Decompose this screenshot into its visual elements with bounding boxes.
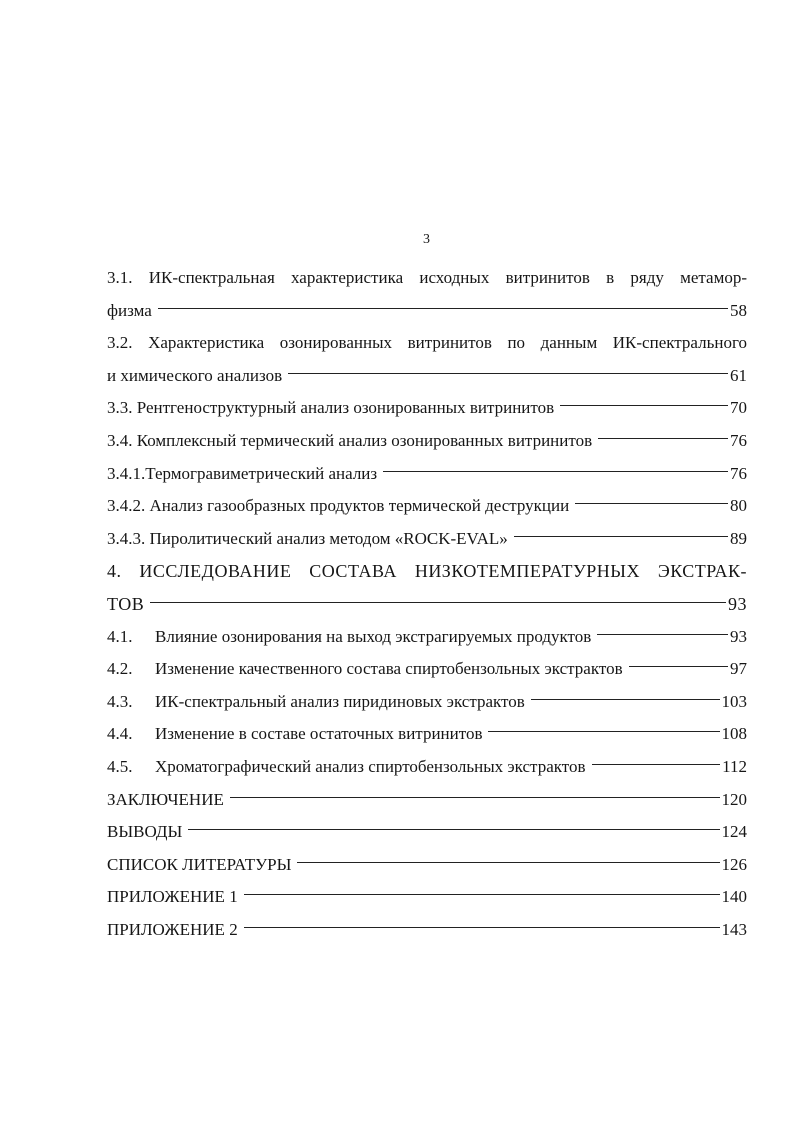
toc-entry-3-2-line1: 3.2. Характеристика озонированных витринитов по данным ИК-спектрального [107, 333, 747, 353]
toc-page-number: 70 [730, 398, 747, 418]
toc-page-number: 143 [721, 919, 747, 939]
toc-text: ЗАКЛЮЧЕНИЕ [107, 789, 224, 809]
toc-page-number: 93 [730, 626, 747, 646]
toc-section-number: 4.5. [107, 756, 133, 776]
toc-entry-4-3 [107, 686, 747, 719]
toc-page-number: 124 [721, 822, 747, 842]
toc-page-number: 103 [721, 691, 747, 711]
toc-entry-3-4-3 [107, 523, 747, 556]
toc-section-number: 4.2. [107, 659, 133, 679]
leader-line [288, 373, 728, 374]
toc-entry-3-1-line2 [107, 295, 747, 328]
toc-page-number: 76 [730, 430, 747, 450]
leader-line [383, 471, 728, 472]
toc-page-number: 108 [721, 724, 747, 744]
toc-text: 3.3. Рентгеноструктурный анализ озонированных витринитов [107, 398, 555, 418]
toc-entry-3-1-line1: 3.1. ИК-спектральная характеристика исходных витринитов в ряду метамор- [107, 268, 747, 287]
leader-line [230, 797, 720, 798]
toc-text: Влияние озонирования на выход экстрагируемых продуктов [155, 626, 592, 646]
toc-section-number: 4.3. [107, 691, 133, 711]
toc-text: ПРИЛОЖЕНИЕ 2 [107, 919, 238, 939]
toc-page-number: 61 [730, 365, 747, 385]
toc-entry-conclusion [107, 784, 747, 817]
toc-entry-references [107, 849, 747, 882]
toc-text: ТОВ [107, 593, 145, 614]
leader-line [150, 602, 726, 603]
toc-entry-findings [107, 816, 747, 849]
toc-entry-3-4 [107, 425, 747, 458]
toc-text: 3.4.3. Пиролитический анализ методом «ROCK-EVAL» [107, 528, 508, 548]
toc-entry-4-1 [107, 621, 747, 654]
toc-entry-4-5 [107, 751, 747, 784]
toc-page-number: 97 [730, 659, 747, 679]
toc-page-number: 140 [721, 887, 747, 907]
page-number: 3 [423, 232, 430, 247]
toc-text: 3.4.2. Анализ газообразных продуктов термической деструкции [107, 496, 570, 516]
leader-line [244, 894, 720, 895]
toc-entry-3-2-line2 [107, 360, 747, 393]
leader-line [597, 634, 728, 635]
toc-entry-appendix-2 [107, 914, 747, 947]
leader-line [514, 536, 728, 537]
leader-line [188, 829, 719, 830]
leader-line [244, 927, 720, 928]
toc-text: физма [107, 300, 152, 320]
leader-line [598, 438, 728, 439]
leader-line [297, 862, 719, 863]
leader-line [575, 503, 728, 504]
table-of-contents [107, 262, 747, 946]
toc-text: 3.4. Комплексный термический анализ озонированных витринитов [107, 430, 593, 450]
toc-text: 3.4.1.Термогравиметрический анализ [107, 463, 378, 483]
toc-page-number: 112 [722, 756, 747, 776]
toc-page-number: 89 [730, 528, 747, 548]
toc-text: СПИСОК ЛИТЕРАТУРЫ [107, 854, 292, 874]
toc-chapter-4-line1: 4. ИССЛЕДОВАНИЕ СОСТАВА НИЗКОТЕМПЕРАТУРНЫХ ЭКСТРАК- [107, 561, 747, 582]
leader-line [629, 666, 728, 667]
toc-text: ПРИЛОЖЕНИЕ 1 [107, 887, 238, 907]
toc-entry-3-4-2 [107, 490, 747, 523]
toc-text: Хроматографический анализ спиртобензольных экстрактов [155, 756, 586, 776]
toc-text: ВЫВОДЫ [107, 822, 183, 842]
toc-entry-4-2 [107, 653, 747, 686]
leader-line [488, 731, 719, 732]
toc-page-number: 126 [721, 854, 747, 874]
toc-page-number: 93 [728, 593, 747, 614]
toc-chapter-4-line2 [107, 588, 747, 621]
leader-line [592, 764, 721, 765]
toc-section-number: 4.4. [107, 724, 133, 744]
toc-entry-4-4 [107, 718, 747, 751]
toc-entry-3-4-1 [107, 458, 747, 491]
toc-section-number: 4.1. [107, 626, 133, 646]
toc-page-number: 80 [730, 496, 747, 516]
leader-line [158, 308, 728, 309]
toc-text: ИК-спектральный анализ пиридиновых экстрактов [155, 691, 525, 711]
toc-text: и химического анализов [107, 365, 283, 385]
leader-line [531, 699, 720, 700]
toc-entry-3-3 [107, 392, 747, 425]
toc-page-number: 58 [730, 300, 747, 320]
toc-text: Изменение в составе остаточных витринитов [155, 724, 483, 744]
toc-page-number: 76 [730, 463, 747, 483]
toc-entry-appendix-1 [107, 881, 747, 914]
toc-page-number: 120 [721, 789, 747, 809]
toc-text: Изменение качественного состава спиртобензольных экстрактов [155, 659, 623, 679]
leader-line [560, 405, 728, 406]
